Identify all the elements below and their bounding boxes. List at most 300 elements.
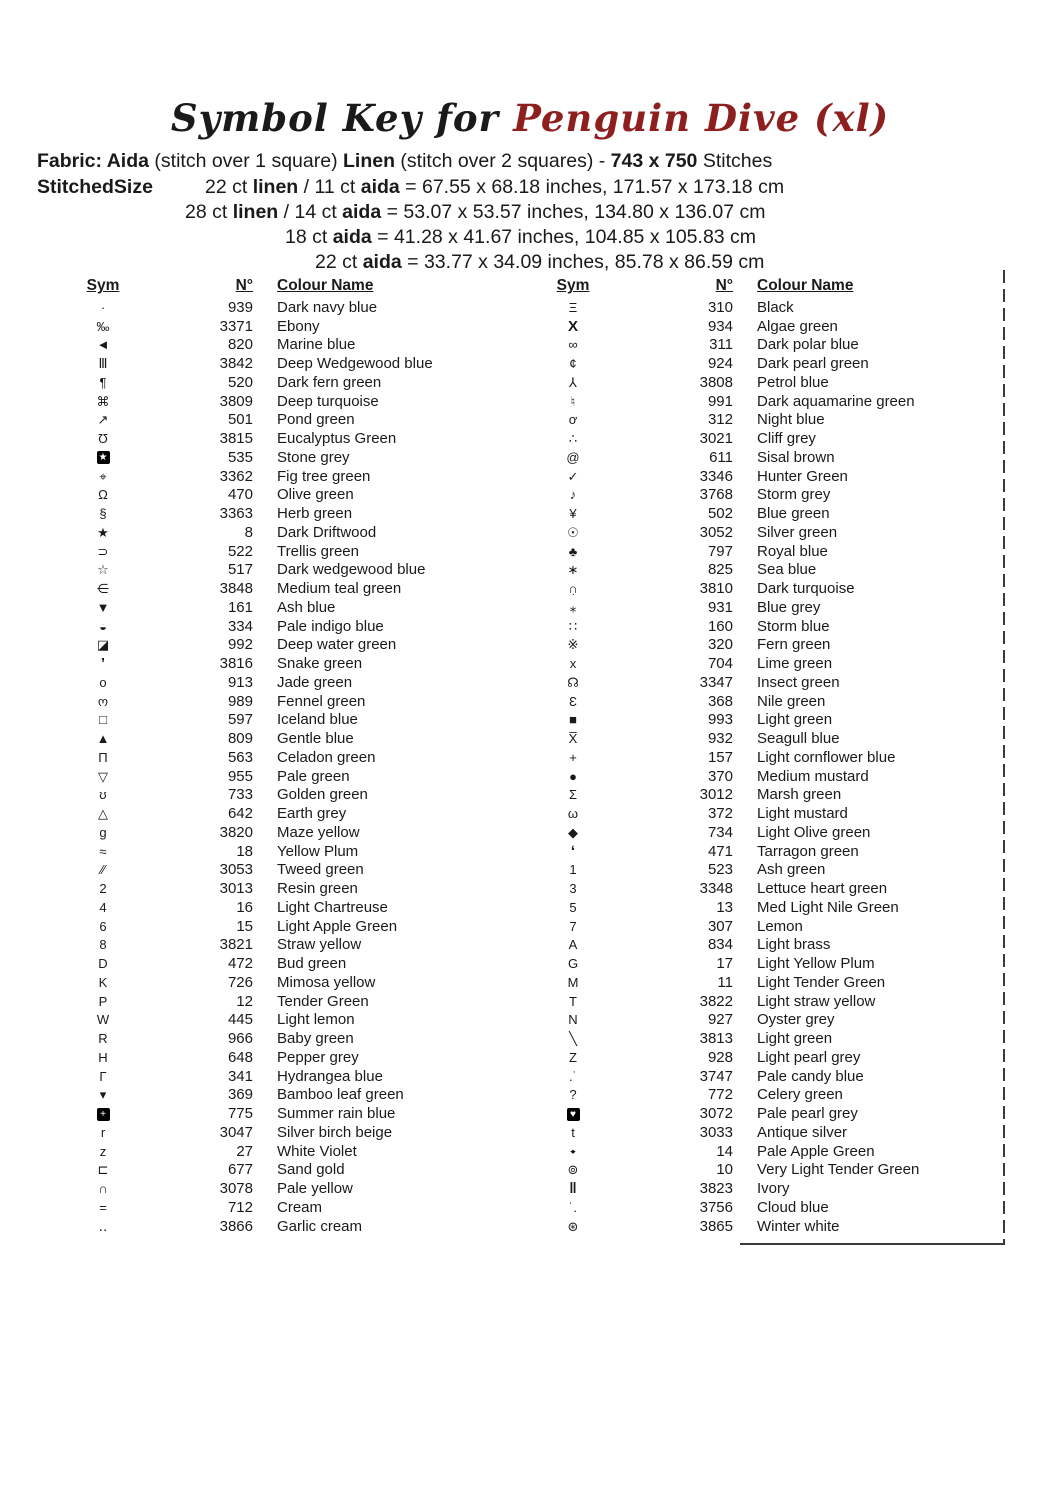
stitch-symbol-glyph: ◒: [99, 618, 107, 634]
number-cell: 3348: [699, 880, 733, 898]
symbol-cell: [528, 620, 618, 633]
colour-name-cell: Deep turquoise: [277, 392, 379, 410]
table-row: [528, 429, 1033, 448]
colour-name-cell: Medium mustard: [757, 767, 869, 785]
stitch-symbol-glyph: ‰: [96, 318, 110, 334]
symbol-cell: [528, 844, 618, 859]
stitch-symbol-glyph: ∩̣: [568, 581, 578, 597]
colour-name-cell: Pale Apple Green: [757, 1142, 875, 1160]
table-row: [528, 711, 1033, 730]
number-cell: 993: [707, 711, 733, 729]
table-row: [58, 786, 518, 805]
table-row: [58, 917, 518, 936]
number-cell: 368: [707, 692, 733, 710]
number-cell: 3747: [699, 1067, 733, 1085]
table-header-row: [528, 276, 1033, 296]
table-row: [58, 1142, 518, 1161]
table-row: [528, 1048, 1033, 1067]
number-cell: 3820: [219, 823, 253, 841]
table-row: [528, 467, 1033, 486]
symbol-cell: [58, 995, 148, 1008]
stitch-symbol-glyph: ∴: [568, 431, 578, 447]
text-run: 22 ct: [205, 176, 253, 198]
stitch-symbol-glyph: Z: [569, 1049, 577, 1065]
table-row: [58, 336, 518, 355]
symbol-cell: [528, 357, 618, 370]
symbol-cell: [528, 301, 618, 314]
colour-name-cell: Bud green: [277, 955, 347, 973]
number-cell: 10: [716, 1161, 733, 1179]
number-cell: 16: [236, 898, 253, 916]
symbol-cell: [528, 957, 618, 970]
table-row: [58, 1086, 518, 1105]
stitch-symbol-glyph: ★: [97, 451, 110, 464]
stitch-symbol-glyph: ♪: [569, 487, 577, 503]
number-cell: 522: [227, 542, 253, 560]
stitch-symbol-glyph: 7: [569, 918, 577, 934]
number-cell: 3810: [699, 580, 733, 598]
symbol-cell: [528, 995, 618, 1008]
colour-name-cell: Tender Green: [277, 992, 369, 1010]
colour-name-cell: Pond green: [277, 411, 355, 429]
symbol-cell: [528, 1107, 618, 1121]
number-cell: 13: [716, 898, 733, 916]
table-row: [58, 823, 518, 842]
symbol-cell: [58, 1070, 148, 1083]
number-cell: 931: [707, 598, 733, 616]
symbol-cell: [528, 976, 618, 989]
column-header-num: N°: [235, 277, 253, 294]
symbol-cell: [528, 1051, 618, 1064]
colour-name-cell: Deep water green: [277, 636, 397, 654]
table-row: [58, 598, 518, 617]
number-cell: 312: [707, 411, 733, 429]
table-rows-right: [528, 298, 1033, 1236]
text-run: 28 ct: [185, 201, 233, 223]
table-row: [58, 1198, 518, 1217]
colour-name-cell: Straw yellow: [277, 936, 362, 954]
colour-name-cell: Very Light Tender Green: [757, 1161, 920, 1179]
table-row: [58, 711, 518, 730]
stitch-symbol-glyph: ♥: [567, 1108, 580, 1121]
symbol-cell: [58, 413, 148, 426]
table-row: [58, 523, 518, 542]
number-cell: 3815: [219, 430, 253, 448]
colour-name-cell: Dark fern green: [277, 373, 382, 391]
colour-name-cell: Olive green: [277, 486, 354, 504]
text-run: aida: [332, 226, 372, 248]
stitch-symbol-glyph: M: [567, 974, 579, 990]
symbol-cell: [58, 1201, 148, 1214]
table-row: [58, 467, 518, 486]
table-row: [528, 523, 1033, 542]
symbol-cell: [58, 807, 148, 820]
stitch-symbol-glyph: ¢: [569, 356, 577, 372]
symbol-cell: [528, 545, 618, 558]
colour-name-cell: Mimosa yellow: [277, 973, 376, 991]
colour-name-cell: Ebony: [277, 317, 320, 335]
symbol-cell: [58, 1126, 148, 1139]
number-cell: 3021: [699, 430, 733, 448]
number-cell: 157: [707, 748, 733, 766]
table-row: [528, 598, 1033, 617]
stitch-symbol-glyph: ╲: [569, 1031, 577, 1047]
stitch-symbol-glyph: ⅄: [569, 374, 577, 390]
stitch-symbol-glyph: ☉: [567, 524, 579, 540]
table-row: [58, 692, 518, 711]
text-run: Fabric:: [37, 150, 107, 172]
table-row: [528, 898, 1033, 917]
table-row: [58, 1067, 518, 1086]
number-cell: 726: [227, 973, 253, 991]
symbol-cell: [528, 863, 618, 876]
number-cell: 3363: [219, 505, 253, 523]
stitch-symbol-glyph: +: [97, 1108, 110, 1121]
number-cell: 161: [227, 598, 253, 616]
symbol-cell: [528, 1181, 618, 1196]
stitch-symbol-glyph: ’: [100, 655, 106, 673]
symbol-cell: [58, 395, 148, 408]
stitch-symbol-glyph: o: [99, 674, 107, 690]
colour-name-cell: Marine blue: [277, 336, 356, 354]
colour-name-cell: Fig tree green: [277, 467, 371, 485]
number-cell: 3371: [219, 317, 253, 335]
stitch-symbol-glyph: @: [566, 449, 580, 465]
number-cell: 834: [707, 936, 733, 954]
number-cell: 734: [707, 823, 733, 841]
stitch-symbol-glyph: •: [570, 1143, 576, 1159]
symbol-cell: [528, 920, 618, 933]
table-row: [528, 654, 1033, 673]
number-cell: 3756: [699, 1198, 733, 1216]
stitch-symbol-glyph: Ʊ: [98, 431, 108, 447]
table-row: [58, 317, 518, 336]
column-header-sym: Sym: [556, 277, 590, 295]
table-row: [528, 936, 1033, 955]
symbol-cell: [528, 582, 618, 595]
stitch-symbol-glyph: z: [99, 1143, 107, 1159]
colour-name-cell: Dark aquamarine green: [757, 392, 915, 410]
colour-name-cell: Light green: [757, 711, 833, 729]
table-row: [528, 879, 1033, 898]
colour-name-cell: Storm blue: [757, 617, 830, 635]
stitch-symbol-glyph: Π: [98, 749, 108, 765]
symbol-cell: [58, 788, 148, 801]
colour-name-cell: Storm grey: [757, 486, 831, 504]
number-cell: 471: [707, 842, 733, 860]
colour-name-cell: Lemon: [757, 917, 803, 935]
symbol-cell: [58, 545, 148, 558]
colour-name-cell: Summer rain blue: [277, 1105, 396, 1123]
symbol-cell: [528, 526, 618, 539]
colour-name-cell: Hydrangea blue: [277, 1067, 383, 1085]
table-row: [528, 804, 1033, 823]
table-row: [58, 842, 518, 861]
symbol-cell: [58, 450, 148, 464]
table-row: [528, 1142, 1033, 1161]
colour-name-cell: Sea blue: [757, 561, 817, 579]
number-cell: 3866: [219, 1217, 253, 1235]
colour-name-cell: Golden green: [277, 786, 368, 804]
stitch-symbol-glyph: ơ: [568, 412, 578, 428]
table-row: [528, 392, 1033, 411]
table-row: [528, 729, 1033, 748]
text-run: aida: [362, 251, 402, 273]
stitch-symbol-glyph: ▾: [99, 1087, 107, 1103]
number-cell: 160: [707, 617, 733, 635]
colour-name-cell: Light Yellow Plum: [757, 955, 875, 973]
text-run: aida: [342, 201, 382, 223]
colour-name-cell: Dark Driftwood: [277, 523, 377, 541]
number-cell: 11: [717, 973, 733, 991]
number-cell: 927: [707, 1011, 733, 1029]
symbol-cell: [58, 656, 148, 671]
number-cell: 648: [227, 1048, 253, 1066]
stitch-symbol-glyph: ∗: [567, 562, 579, 578]
symbol-cell: [528, 1163, 618, 1176]
colour-name-cell: Royal blue: [757, 542, 828, 560]
symbol-cell: [58, 713, 148, 726]
table-row: [528, 636, 1033, 655]
table-row: [528, 354, 1033, 373]
table-row: [58, 861, 518, 880]
number-cell: 597: [227, 711, 253, 729]
table-row: [58, 804, 518, 823]
symbol-cell: [58, 563, 148, 576]
colour-name-cell: Herb green: [277, 505, 353, 523]
stitch-symbol-glyph: ★: [97, 524, 109, 540]
colour-name-cell: Lettuce heart green: [757, 880, 888, 898]
stitch-symbol-glyph: □: [99, 712, 107, 728]
colour-name-cell: Pale yellow: [277, 1180, 353, 1198]
stitch-symbol-glyph: ⊛: [567, 1218, 579, 1234]
number-cell: 311: [709, 336, 733, 354]
colour-name-cell: Light Apple Green: [277, 917, 398, 935]
number-cell: 797: [707, 542, 733, 560]
number-cell: 989: [227, 692, 253, 710]
number-cell: 341: [227, 1067, 253, 1085]
colour-name-cell: Pale pearl grey: [757, 1105, 858, 1123]
colour-name-cell: Marsh green: [757, 786, 842, 804]
number-cell: 445: [227, 1011, 253, 1029]
colour-name-cell: Dark wedgewood blue: [277, 561, 426, 579]
number-cell: 3052: [699, 523, 733, 541]
number-cell: 3012: [699, 786, 733, 804]
title-pattern-name: Penguin Dive (xl): [513, 96, 890, 140]
text-run: Stitches: [697, 150, 773, 172]
text-run: / 14 ct: [278, 201, 343, 223]
symbol-cell: [528, 751, 618, 764]
stitch-symbol-glyph: ‖: [569, 1180, 577, 1198]
symbol-cell: [528, 882, 618, 895]
colour-name-cell: Cream: [277, 1198, 323, 1216]
number-cell: 563: [227, 748, 253, 766]
number-cell: 934: [707, 317, 733, 335]
stitch-symbol-glyph: t: [571, 1124, 575, 1140]
stitch-symbol-glyph: Ɛ: [569, 693, 577, 709]
colour-name-cell: Light mustard: [757, 805, 848, 823]
colour-name-cell: Lime green: [757, 655, 833, 673]
table-header-row: [58, 276, 518, 296]
colour-name-cell: Gentle blue: [277, 730, 354, 748]
stitch-symbol-glyph: 3: [569, 881, 577, 897]
colour-name-cell: Iceland blue: [277, 711, 358, 729]
stitch-symbol-glyph: ▲: [96, 731, 110, 747]
stitch-symbol-glyph: G: [567, 956, 579, 972]
table-row: [528, 561, 1033, 580]
symbol-cell: [58, 320, 148, 333]
page-title: [0, 96, 1060, 140]
symbol-cell: [528, 826, 618, 839]
symbol-cell: [58, 470, 148, 483]
text-run: 22 ct: [315, 251, 363, 273]
symbol-cell: [528, 657, 618, 670]
symbol-cell: [528, 451, 618, 464]
colour-name-cell: Stone grey: [277, 448, 350, 466]
table-row: [528, 1067, 1033, 1086]
number-cell: 17: [716, 955, 733, 973]
colour-name-cell: Pale green: [277, 767, 350, 785]
stitch-symbol-glyph: ⌘: [96, 393, 110, 409]
table-row: [58, 1123, 518, 1142]
table-row: [58, 1179, 518, 1198]
symbol-cell: [528, 1220, 618, 1233]
colour-name-cell: Algae green: [757, 317, 838, 335]
colour-name-cell: Blue green: [757, 505, 830, 523]
number-cell: 775: [227, 1105, 253, 1123]
table-row: [528, 504, 1033, 523]
table-row: [58, 448, 518, 467]
text-run: linen: [252, 176, 299, 198]
colour-name-cell: Light pearl grey: [757, 1048, 861, 1066]
table-row: [528, 298, 1033, 317]
table-row: [528, 973, 1033, 992]
number-cell: 501: [227, 411, 253, 429]
stitch-symbol-glyph: R: [98, 1031, 108, 1047]
table-row: [58, 673, 518, 692]
text-run: linen: [232, 201, 279, 223]
number-cell: 502: [707, 505, 733, 523]
stitch-symbol-glyph: ↗: [97, 412, 109, 428]
symbol-cell: [58, 882, 148, 895]
symbol-cell: [58, 976, 148, 989]
table-row: [58, 392, 518, 411]
symbol-cell: [528, 938, 618, 951]
table-row: [528, 1179, 1033, 1198]
colour-name-cell: Silver birch beige: [277, 1123, 393, 1141]
colour-name-cell: Tweed green: [277, 861, 364, 879]
table-row: [528, 336, 1033, 355]
colour-name-cell: Resin green: [277, 880, 358, 898]
stitch-symbol-glyph: ▼: [96, 599, 110, 615]
colour-name-cell: Medium teal green: [277, 580, 402, 598]
table-row: [58, 542, 518, 561]
stitch-symbol-glyph: ▽: [98, 768, 108, 784]
table-row: [58, 879, 518, 898]
symbol-cell: [528, 432, 618, 445]
symbol-cell: [58, 695, 148, 708]
stitch-symbol-glyph: ※: [567, 637, 579, 653]
colour-name-cell: Jade green: [277, 673, 353, 691]
symbol-cell: [528, 1201, 618, 1214]
stitch-symbol-glyph: T: [569, 993, 577, 1009]
colour-name-cell: Ivory: [757, 1180, 790, 1198]
number-cell: 310: [707, 298, 733, 316]
colour-name-cell: Winter white: [757, 1217, 840, 1235]
table-row: [58, 973, 518, 992]
table-row: [528, 842, 1033, 861]
table-row: [58, 373, 518, 392]
number-cell: 924: [707, 355, 733, 373]
table-row: [528, 954, 1033, 973]
stitch-symbol-glyph: ʻ: [570, 842, 576, 860]
number-cell: 825: [707, 561, 733, 579]
number-cell: 955: [227, 767, 253, 785]
symbol-cell: [58, 1145, 148, 1158]
colour-name-cell: Eucalyptus Green: [277, 430, 397, 448]
table-row: [58, 1217, 518, 1236]
table-row: [528, 1161, 1033, 1180]
symbol-cell: [58, 1182, 148, 1195]
stitch-symbol-glyph: ?: [569, 1087, 577, 1103]
symbol-cell: [58, 920, 148, 933]
number-cell: 307: [707, 917, 733, 935]
colour-name-cell: Maze yellow: [277, 823, 360, 841]
text-run: = 53.07 x 53.57 inches, 134.80 x 136.07 cm: [381, 201, 766, 223]
symbol-cell: [58, 845, 148, 858]
number-cell: 991: [707, 392, 733, 410]
column-header-num: N°: [715, 277, 733, 294]
colour-name-cell: Hunter Green: [757, 467, 848, 485]
symbol-cell: [528, 376, 618, 389]
table-row: [58, 579, 518, 598]
colour-name-cell: Pale indigo blue: [277, 617, 384, 635]
table-row: [58, 561, 518, 580]
stitch-symbol-glyph: ∩: [98, 1181, 108, 1197]
symbol-cell: [58, 1032, 148, 1045]
table-row: [58, 992, 518, 1011]
text-run: = 33.77 x 34.09 inches, 85.78 x 86.59 cm: [401, 251, 765, 273]
symbol-cell: [58, 638, 148, 651]
symbol-cell: [58, 601, 148, 614]
stitch-symbol-glyph: 4: [99, 899, 107, 915]
text-run: / 11 ct: [298, 176, 361, 198]
symbol-cell: [528, 395, 618, 408]
colour-name-cell: Bamboo leaf green: [277, 1086, 404, 1104]
symbol-cell: [58, 1013, 148, 1026]
text-run: 743 x 750: [610, 150, 698, 172]
table-row: [528, 748, 1033, 767]
colour-name-cell: Cliff grey: [757, 430, 816, 448]
symbol-cell: [528, 470, 618, 483]
stitch-symbol-glyph: ¶: [99, 374, 107, 390]
number-cell: 712: [227, 1198, 253, 1216]
table-row: [528, 617, 1033, 636]
stitch-symbol-glyph: .˙: [569, 1068, 577, 1084]
column-header-sym: Sym: [86, 277, 120, 295]
number-cell: 12: [236, 992, 253, 1010]
colour-name-cell: Sisal brown: [757, 448, 835, 466]
symbol-cell: [58, 826, 148, 839]
colour-name-cell: Baby green: [277, 1030, 354, 1048]
symbol-cell: [58, 1088, 148, 1101]
column-header-colour-name: Colour Name: [277, 277, 374, 294]
number-cell: 932: [707, 730, 733, 748]
stitch-symbol-glyph: ☆: [97, 562, 109, 578]
number-cell: 966: [227, 1030, 253, 1048]
colour-name-cell: Med Light Nile Green: [757, 898, 899, 916]
table-row: [528, 448, 1033, 467]
